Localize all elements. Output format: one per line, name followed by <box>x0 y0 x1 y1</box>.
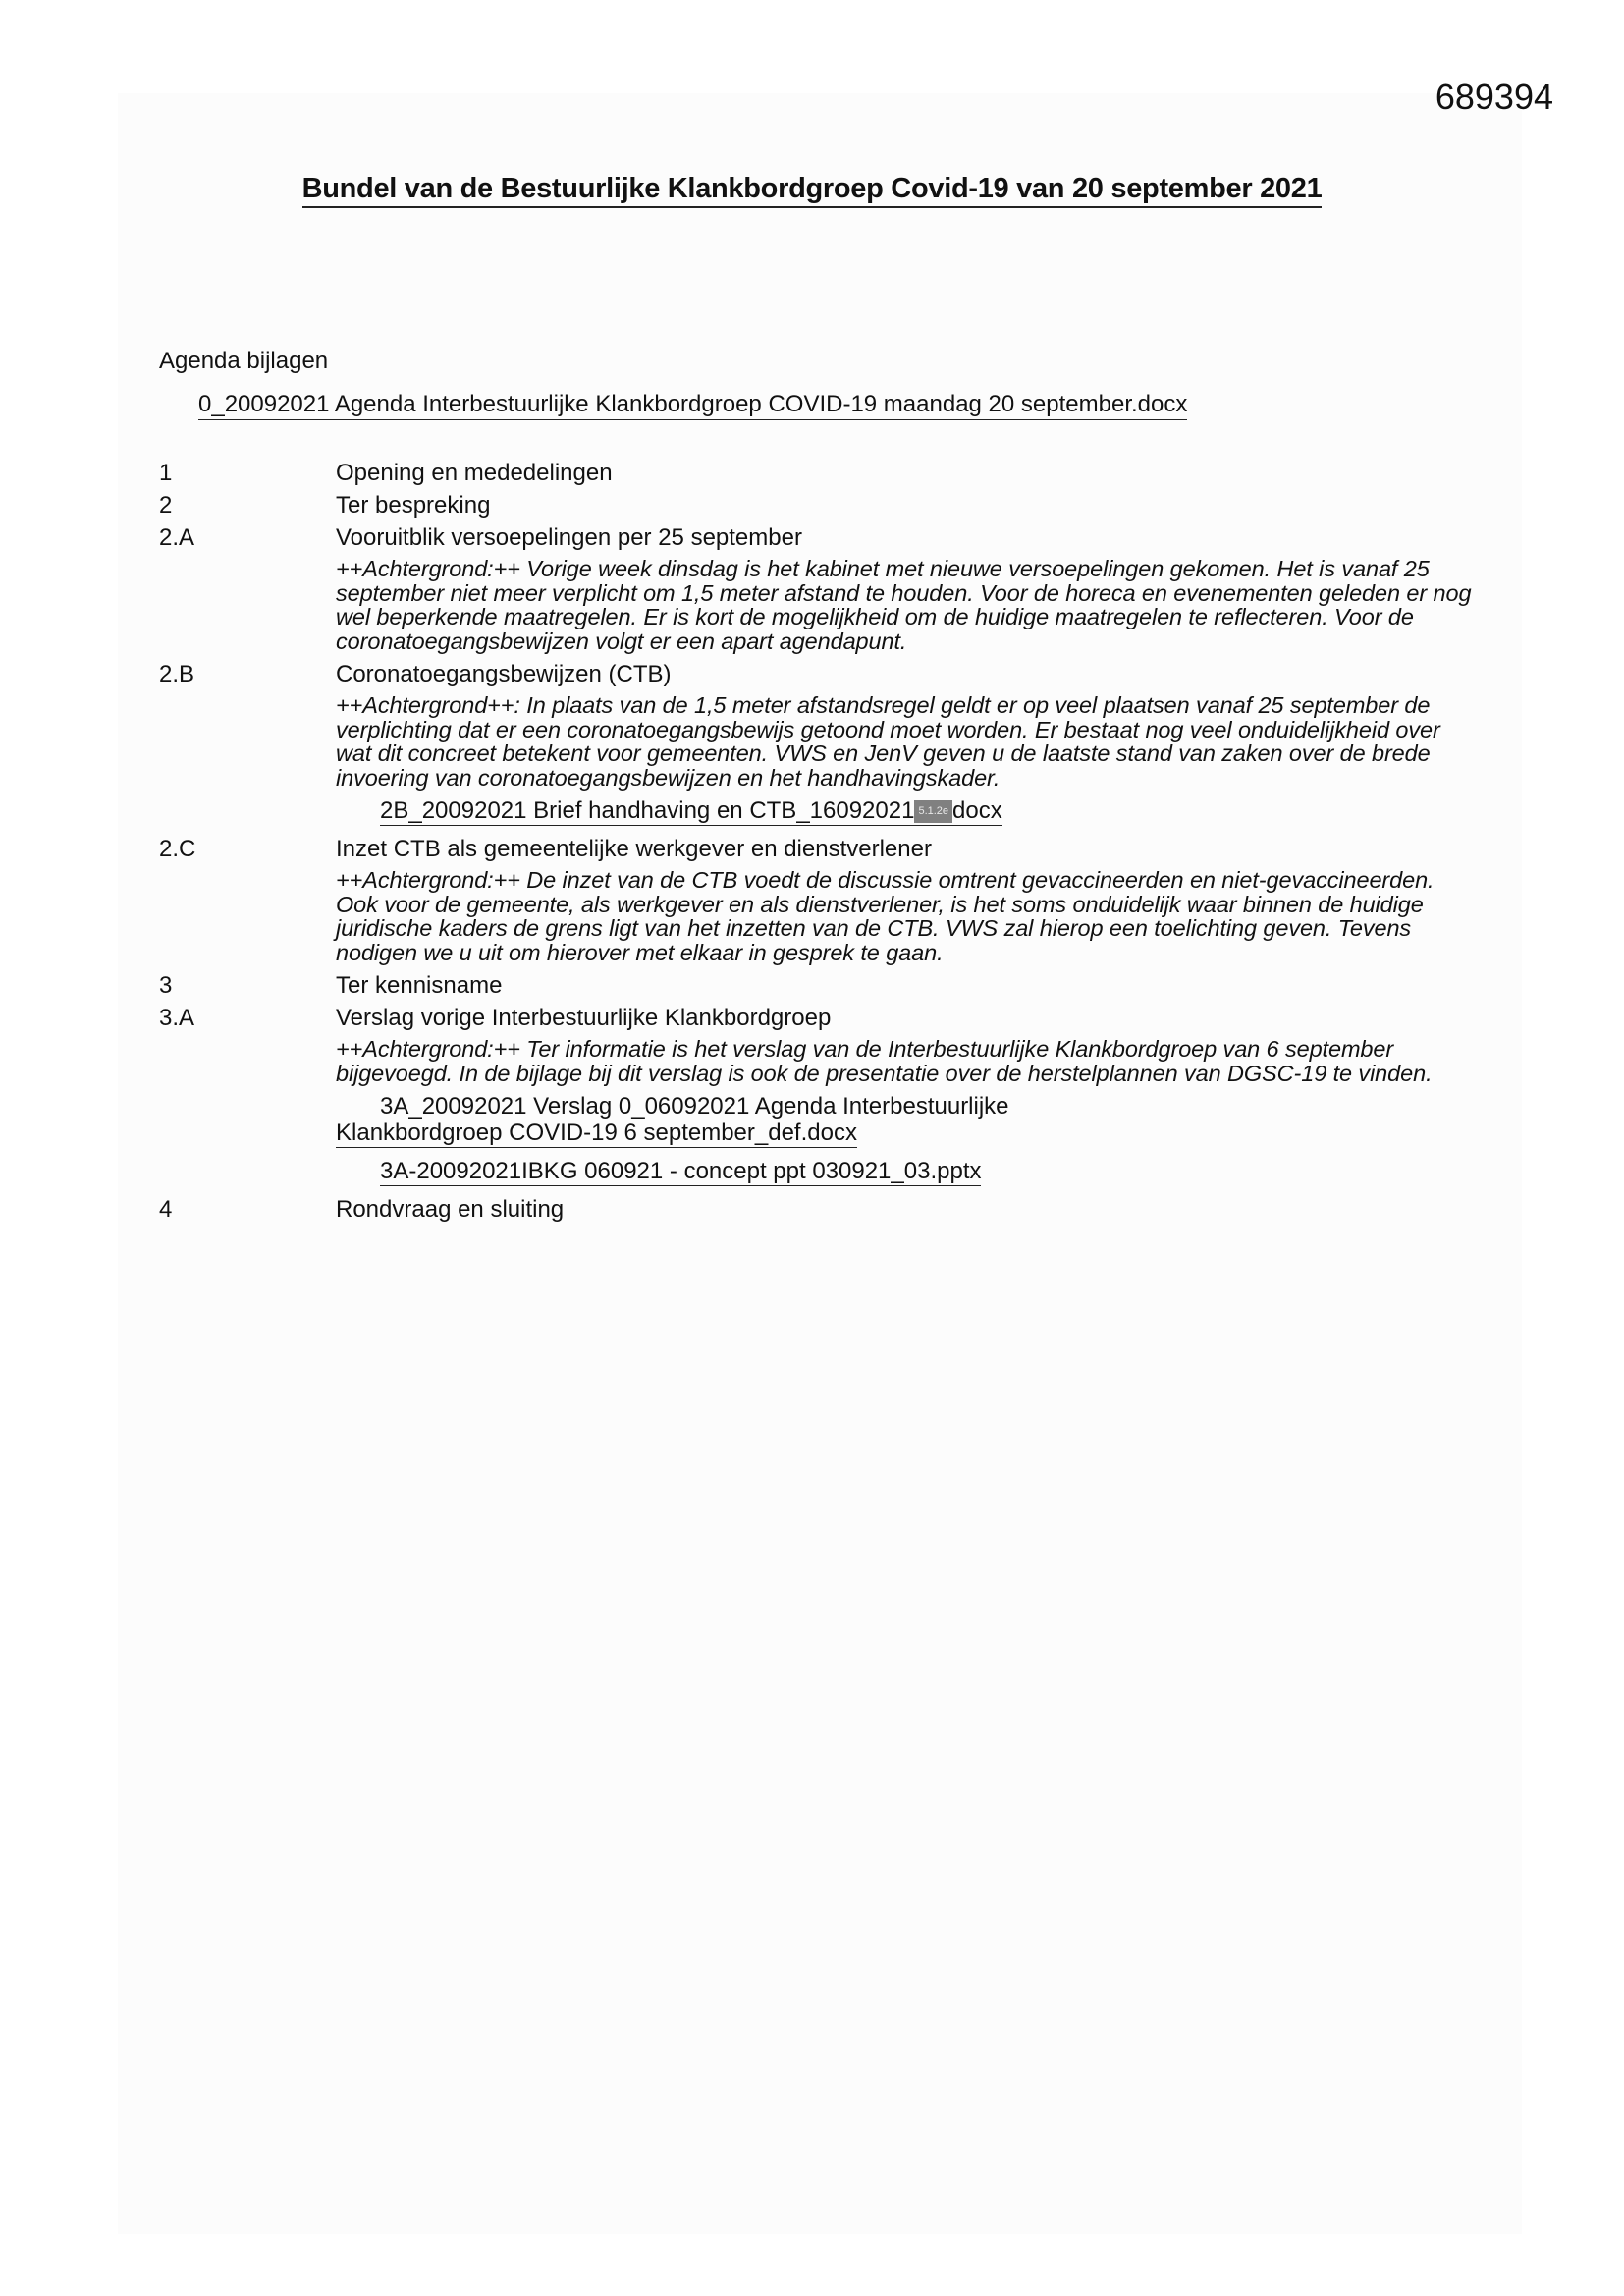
agenda-item-2c <box>159 836 1475 862</box>
agenda-item-title: Ter kennisname <box>336 972 503 999</box>
agenda-item-number: 2.B <box>159 661 195 687</box>
agenda-item-3 <box>159 972 1475 999</box>
agenda-item-number: 3 <box>159 972 173 999</box>
agenda-item-background: ++Achtergrond:++ Vorige week dinsdag is het kabinet met nieuwe versoepelingen gekomen. Het is vanaf 25 september niet meer verplicht om 1,5 meter afstand te houden. Voor de horeca en evenementen geleden er nog wel beperkende maatregelen. Er is kort de mogelijkheid om de huidige maatregelen te reflecteren. Voor de coronatoegangsbewijzen volgt er een apart agendapunt. <box>336 556 1472 654</box>
agenda-item-number: 2 <box>159 492 173 519</box>
agenda-item-number: 3.A <box>159 1005 195 1031</box>
agenda-item-background: ++Achtergrond:++ De inzet van de CTB voedt de discussie omtrent gevaccineerden en niet-gevaccineerden. Ook voor de gemeente, als werkgever en als dienstverlener, is het soms onduidelijk waar binnen de huidige juridische kaders de grens ligt van het inzetten van de CTB. VWS zal hierop een toelichting geven. Tevens nodigen we u uit om hierover met elkaar in gesprek te gaan. <box>336 867 1435 965</box>
agenda-item-background: ++Achtergrond++: In plaats van de 1,5 meter afstandsregel geldt er op veel plaatsen vanaf 25 september de verplichting dat er een coronatoegangsbewijs getoond moet worden. Er bestaat nog veel onduidelijkheid over wat dit concreet betekent voor gemeenten. VWS en JenV geven u de laatste stand van zaken over de brede invoering van coronatoegangsbewijzen en het handhavingskader. <box>336 692 1440 791</box>
document-title <box>0 173 1624 205</box>
agenda-item-background: ++Achtergrond:++ Ter informatie is het verslag van de Interbestuurlijke Klankbordgroep van 6 september bijgevoegd. In de bijlage bij dit verslag is ook de presentatie over de herstelplannen van DGSC-19 te vinden. <box>336 1036 1433 1086</box>
agenda-item-title: Verslag vorige Interbestuurlijke Klankbordgroep <box>336 1005 832 1031</box>
agenda-item-number: 4 <box>159 1196 173 1223</box>
agenda-item-2a <box>159 524 1475 551</box>
agenda-item-number: 2.A <box>159 524 195 551</box>
agenda-item-number: 1 <box>159 460 173 486</box>
attachment-link-2b[interactable] <box>380 797 1475 824</box>
agenda-item-4 <box>159 1196 1475 1223</box>
agenda-item-1 <box>159 460 1475 486</box>
redaction-mark: 5.1.2e <box>914 800 952 823</box>
agenda-item-number: 2.C <box>159 836 196 862</box>
agenda-item-title: Coronatoegangsbewijzen (CTB) <box>336 661 672 687</box>
agenda-item-2b <box>159 661 1475 687</box>
document-title-text: Bundel van de Bestuurlijke Klankbordgroep Covid-19 van 20 september 2021 <box>302 173 1323 208</box>
attachment-filename[interactable]: 3A_20092021 Verslag 0_06092021 Agenda Interbestuurlijke Klankbordgroep COVID-19 6 september_def.docx <box>336 1093 1009 1146</box>
agenda-item-title: Inzet CTB als gemeentelijke werkgever en dienstverlener <box>336 836 932 862</box>
agenda-item-title: Opening en mededelingen <box>336 460 613 486</box>
agenda-list <box>159 460 1475 1229</box>
document-number: 689394 <box>1435 77 1553 117</box>
agenda-item-title: Rondvraag en sluiting <box>336 1196 565 1223</box>
agenda-item-title: Ter bespreking <box>336 492 491 519</box>
main-attachment-link[interactable]: 0_20092021 Agenda Interbestuurlijke Klankbordgroep COVID-19 maandag 20 september.docx <box>198 391 1187 420</box>
attachment-link-3a-verslag[interactable] <box>336 1093 1180 1146</box>
attachment-link-3a-presentatie[interactable] <box>380 1158 1475 1184</box>
agenda-item-2 <box>159 492 1475 519</box>
attachment-filename[interactable]: 3A-20092021IBKG 060921 - concept ppt 030921_03.pptx <box>380 1158 982 1184</box>
agenda-item-title: Vooruitblik versoepelingen per 25 september <box>336 524 802 551</box>
attachment-filename[interactable]: 2B_20092021 Brief handhaving en CTB_16092021 5.1.2e docx <box>380 797 1002 824</box>
section-label: Agenda bijlagen <box>159 348 329 374</box>
agenda-item-3a <box>159 1005 1475 1031</box>
